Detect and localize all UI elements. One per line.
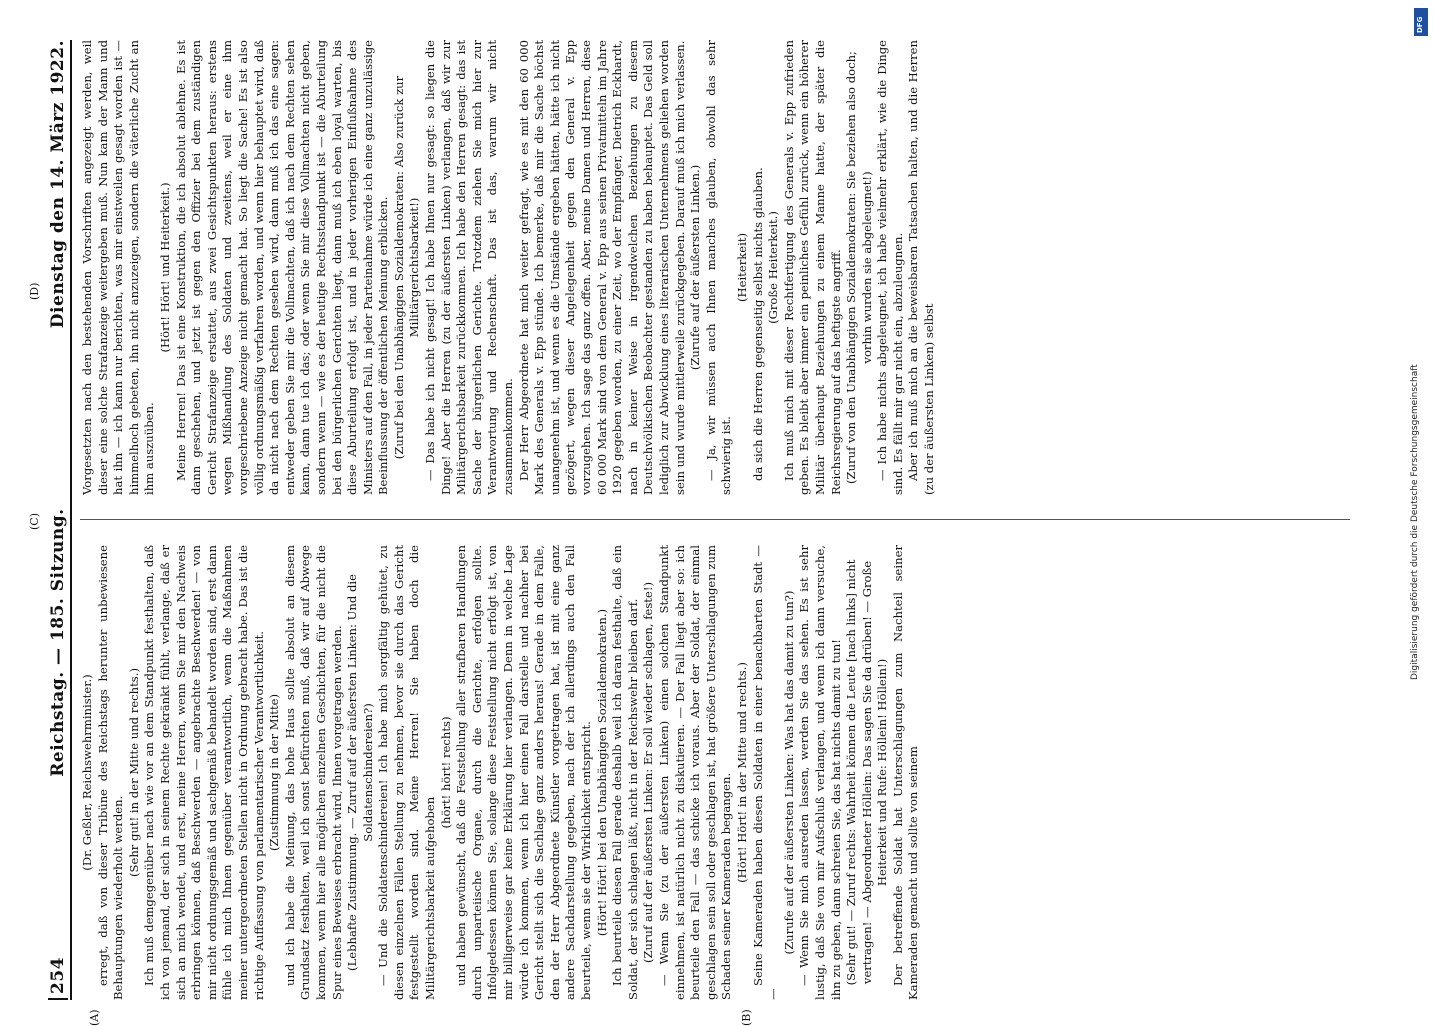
paragraph: (Hört! Hört! und Heiterkeit.) [157, 182, 172, 353]
paragraph: — Das habe ich nicht gesagt! Ich habe Ihnen nur gesagt: so liegen die Dinge! Aber die Herren (zu der äußersten Linken) verlangen, daß wir zur Militärgerichtsbarkeit zurückkommen. Ich habe den Herren gesagt: das ist Sache der bürgerlichen Gerichte. Trotzdem ziehen Sie mich hier zur Verantwortung und Rechenschaft. Das ist das, warum wir nicht zusammenkommen. [423, 40, 516, 495]
paragraph: erregt, daß von dieser Tribüne des Reichstags herunter unbewiesene Behauptungen wiederholt werden. [95, 545, 126, 1000]
margin-marker-d: (D) [28, 282, 41, 300]
paragraph: — Und die Soldatenschindereien! Ich habe mich sorgfältig gehütet, zu diesen einzelnen Fällen Stellung zu nehmen, bevor sie durch das Gericht festgestellt worden sind. Meine Herren! Sie haben doch die Militärgerichtsbarkeit aufgehoben [376, 545, 438, 1000]
paragraph: (Sehr gut! in der Mitte und rechts.) [126, 668, 141, 877]
document-page [28, 40, 1370, 1026]
paragraph: und haben gewünscht, daß die Feststellung aller strafbaren Handlungen durch unparteiische Organe, durch die Gerichte, erfolgen sollte. Infolgedessen können Sie, solange diese Feststellung nicht erfolgt ist, von mir billigerweise gar keine Erklärung hier verlangen. Denn in welche Lage würde ich kommen, wenn ich hier einen Fall darstelle und nachher bei Gericht stellt sich die Sachlage ganz anders heraus! Gerade in dem Falle, den der Herr Abgeordnete Künstler vorgetragen hat, ist mit eine ganz andere Sachdarstellung gegeben, nach der ich allerdings auch den Fall beurteile, wenn sie der Wirklichkeit entspricht. [454, 545, 593, 1000]
dfg-logo-text: DFG [1416, 16, 1424, 33]
column-divider [80, 519, 1350, 520]
margin-marker-c: (C) [28, 513, 41, 530]
digitization-footer [1408, 40, 1428, 960]
paragraph: (Große Heiterkeit.) [766, 211, 781, 324]
paragraph: und ich habe die Meinung, das hohe Haus sollte absolut an diesem Grundsatz festhalten, weil ich sonst befürchten muß, daß wir auf Abwege kommen, wenn hier alle möglichen einzelnen Geschichten, für die nicht die Spur eines Beweises erbracht wird, Ihnen vorgetragen werden. [282, 545, 344, 1000]
paragraph: (hört! hört! rechts) [438, 716, 453, 829]
paragraph: (Lebhafte Zustimmung. — Zuruf auf der äußersten Linken: Und die Soldatenschindereien?) [345, 574, 375, 971]
paragraph: da sich die Herren gegenseitig selbst nichts glauben. [750, 167, 765, 481]
paragraph: Meine Herren! Das ist eine Konstruktion, die ich absolut ablehne. Es ist dann geschehen, und jetzt ist gegen den Offizier bei dem zuständigen Gericht Strafanzeige erstattet, aus zwei Gesichtspunkten heraus: erstens wegen Mißhandlung des Soldaten und zweitens, weil er eine ihm vorgeschriebene Anzeige nicht gemacht hat. So liegt die Sache! Es ist also völlig ordnungsmäßig verfahren worden, und wenn hier behauptet wird, daß da nicht nach dem Rechten gesehen wird, dann muß ich das eine sagen: entweder geben Sie mir die Vollmachten, daß ich nach dem Rechten sehen kann, dann tue ich das; oder wenn Sie mir diese Vollmachten nicht geben, sondern wenn — wie es der heutige Rechtsstandpunkt ist — die Aburteilung bei den bürgerlichen Gerichten liegt, dann muß ich eben loyal warten, bis diese Aburteilung erfolgt ist, und in jeder vorherigen Einflußnahme des Ministers auf den Fall, in jeder Parteinahme würde ich eine ganz unzulässige Beeinflussung der öffentlichen Meinung erblicken. [173, 40, 391, 495]
paragraph: Ich beurteile diesen Fall gerade deshalb weil ich daran festhalte, daß ein Soldat, der sich schlagen läßt, nicht in der Reichswehr bleiben darf. [610, 545, 640, 1000]
paragraph: (Zuruf auf der äußersten Linken: Er soll wieder schlagen, feste!) [641, 581, 656, 964]
paragraph: — Ja, wir müssen auch Ihnen manches glauben, obwohl das sehr schwierig ist. [703, 40, 734, 495]
paragraph: (Hört! Hört! in der Mitte und rechts.) [734, 662, 749, 883]
page-number: 254 [48, 957, 68, 1000]
paragraph: — Wenn Sie mich ausreden lassen, werden Sie das sehen. Es ist sehr lustig, daß Sie von mir Aufschluß verlangen, und wenn ich dann versuche, ihn zu geben, dann schreien Sie, das hat nichts damit zu tun! [797, 545, 843, 1000]
paragraph: (Dr. Geßler, Reichswehrminister.) [80, 674, 94, 871]
paragraph: Vorgesetzten nach den bestehenden Vorschriften angezeigt werden, weil dieser eine solche Strafanzeige weitergeben muß. Nun kam der Mann und hat ihn — ich kann nur berichten, was mir einstweilen gesagt worden ist — himmelhoch gebeten, ihn nicht anzuzeigen, sondern die väterliche Zucht an ihm auszuüben. [80, 40, 157, 495]
paragraph: — Ich habe nichts abgeleugnet, ich habe vielmehr erklärt, wie die Dinge sind. Es fällt mir gar nicht ein, abzuleugnen. [875, 40, 905, 495]
paragraph: — Wenn Sie (zu der äußersten Linken) einen solchen Standpunkt einnehmen, ist natürlich nicht zu diskutieren. — Der Fall liegt aber so: ich beurteile den Fall — das schicke ich voraus. Aber der Soldat, der einmal geschlagen sein soll oder geschlagen ist, hat größere Unterschlagungen zum Schaden seiner Kameraden begangen. [656, 545, 734, 1000]
page-header [40, 40, 68, 1000]
paragraph: Ich muß demgegenüber nach wie vor an dem Standpunkt festhalten, daß ich von jemand, der sich in seinem Rechte gekränkt fühlt, verlange, daß er sich an mich wendet, und erst, meine Herren, wenn Sie mir den Nachweis erbringen können, daß Beschwerden — angebrachte Beschwerden! — von mir nicht ordnungsgemäß und sachgemäß behandelt worden sind, erst dann fühle ich mich Ihnen gegenüber verantwortlich, wenn die Maßnahmen meiner untergeordneten Stellen nicht in Ordnung gebracht habe. Das ist die richtige Auffassung von parlamentarischer Verantwortlichkeit. [142, 545, 266, 1000]
paragraph: (Zustimmung in der Mitte) [267, 693, 282, 852]
session-title: Reichstag. — 185. Sitzung. [48, 508, 68, 777]
margin-marker-a: (A) [88, 1009, 101, 1026]
paragraph: Ich muß mich mit dieser Rechtfertigung des Generals v. Epp zufrieden geben. Es bleibt aber immer ein peinliches Gefühl zurück, wenn ein höherer Militär überhaupt Beziehungen zu einem Manne hatte, der später die Reichsregierung auf das heftigste angriff. [781, 40, 843, 495]
paragraph: (Zuruf von den Unabhängigen Sozialdemokraten: Sie beziehen also doch; vorhin wurden sie abgeleugnet!) [844, 51, 874, 484]
right-column [80, 40, 1350, 495]
paragraph: (Zuruf bei den Unabhängigen Sozialdemokraten: Also zurück zur Militärgerichtsbarkeit!) [391, 75, 422, 460]
paragraph: Der Herr Abgeordnete hat mich weiter gefragt, wie es mit den 60 000 Mark des Generals v. Epp stünde. Ich bemerke, daß mir die Sache höchst unangenehm ist, und wenn es die Umstände ergeben hätten, hätte ich nicht gezögert, wegen dieser Angelegenheit gegen den General v. Epp vorzugehen. Ich sage das ganz offen. Aber, meine Damen und Herren, diese 60 000 Mark sind von dem General v. Epp aus seinen Privatmitteln im Jahre 1920 gegeben worden, zu einer Zeit, wo der Empfänger, Dietrich Eckhardt, nach in keiner Weise in irgendwelchen Beziehungen zu diesem Deutschvölkischen Beobachter gestanden zu haben behauptet. Das Geld soll lediglich zur Abwicklung eines literarischen Unternehmens geliehen worden sein und wurde mittlerweile zurückgegeben. Darauf muß ich mich verlassen. [516, 40, 687, 495]
dfg-logo [1414, 8, 1428, 36]
paragraph: (Sehr gut! — Zuruf rechts: Wahrheit können die Leute [nach links] nicht vertragen! — Abgeordneter Höllein: Das sagen Sie da drüben! — Große Heiterkeit und Rufe: Höllein! Höllein!) [844, 559, 890, 986]
digitization-credit: Digitalisierung gefördert durch die Deutsche Forschungsgemeinschaft [1410, 364, 1420, 680]
paragraph: (Hört! Hört! bei den Unabhängigen Sozialdemokraten.) [594, 608, 609, 937]
left-column [80, 545, 1350, 1000]
margin-marker-b: (B) [740, 1009, 753, 1026]
paragraph: (Heiterkeit) [734, 232, 749, 303]
paragraph: Seine Kameraden haben diesen Soldaten in einer benachbarten Stadt — — [750, 545, 781, 1000]
paragraph: Aber ich muß mich an die beweisbaren Tatsachen halten, und die Herren (zu der äußersten Linken) selbst [906, 40, 937, 495]
session-date: Dienstag den 14. März 1922. [48, 40, 68, 329]
paragraph: (Zurufe auf der äußersten Linken.) [688, 164, 703, 371]
paragraph: Der betreffende Soldat hat Unterschlagungen zum Nachteil seiner Kameraden gemacht und sollte von seinem [890, 545, 921, 1000]
header-rule [70, 40, 72, 1000]
paragraph: (Zurufe auf der äußersten Linken: Was hat das damit zu tun?) [781, 590, 796, 955]
